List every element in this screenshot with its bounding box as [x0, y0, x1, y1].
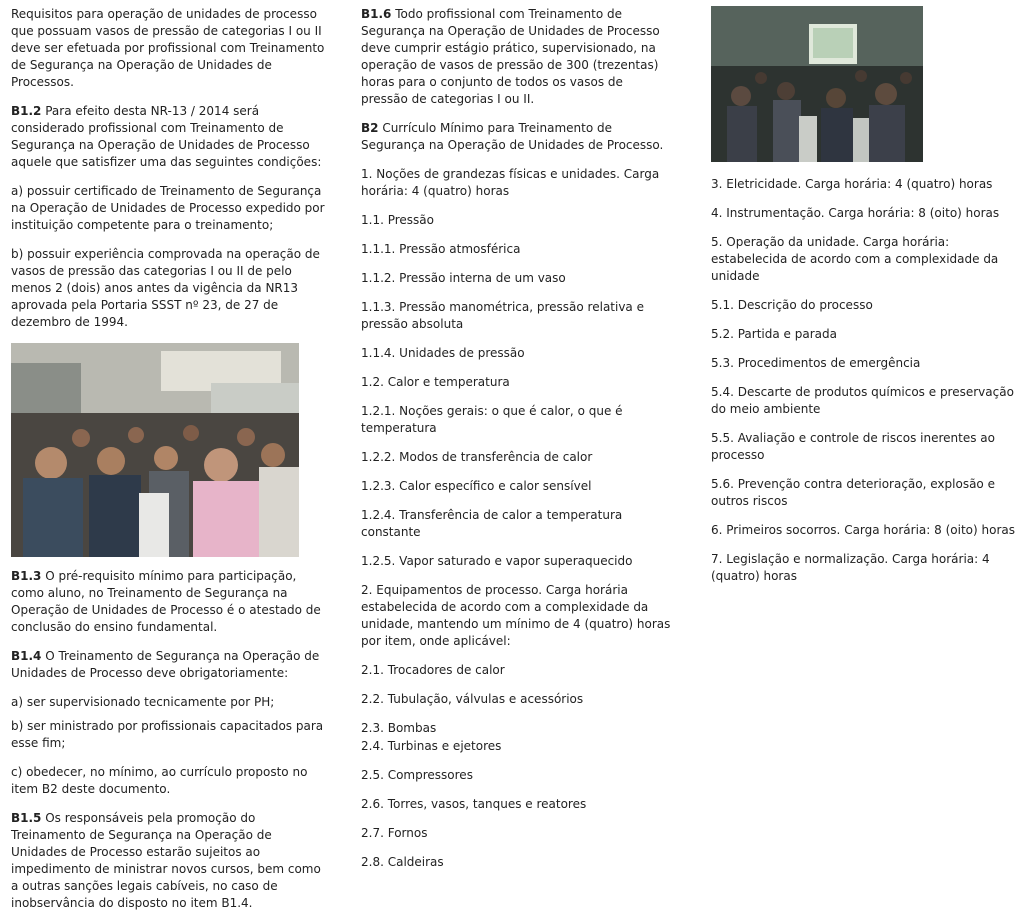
requirement-c: c) obedecer, no mínimo, ao currículo proposto no item B2 deste documento.	[11, 765, 308, 796]
curriculum-item: 5. Operação da unidade. Carga horária: estabelecida de acordo com a complexidade da unidade	[711, 235, 999, 283]
curriculum-item: 2.7. Fornos	[361, 826, 428, 840]
curriculum-item: 2.4. Turbinas e ejetores	[361, 739, 502, 753]
b14-text: O Treinamento de Segurança na Operação de Unidades de Processo deve obrigatoriamente:	[11, 649, 320, 680]
curriculum-item: 5.3. Procedimentos de emergência	[711, 356, 921, 370]
intro-paragraph: Requisitos para operação de unidades de processo que possuam vasos de pressão de categorias I ou II deve ser efetuada por profissional com Treinamento de Segurança na Operação de Unidades de Processos.	[11, 7, 325, 89]
b12-paragraph	[11, 103, 325, 171]
b12-text: Para efeito desta NR-13 / 2014 será considerado profissional com Treinamento de Segurança na Operação de Unidades de Processo aquele que satisfizer uma das seguintes condições:	[11, 104, 322, 169]
curriculum-item: 4. Instrumentação. Carga horária: 8 (oito) horas	[711, 206, 1000, 220]
b14-label: B1.4	[11, 649, 42, 663]
curriculum-item: 2.6. Torres, vasos, tanques e reatores	[361, 797, 587, 811]
curriculum-item: 2.3. Bombas	[361, 721, 437, 735]
curriculum-item: 1.2.5. Vapor saturado e vapor superaquecido	[361, 554, 633, 568]
column-1	[11, 6, 325, 924]
curriculum-item: 6. Primeiros socorros. Carga horária: 8 (oito) horas	[711, 523, 1015, 537]
classroom-presentation-photo	[711, 6, 923, 162]
b13-text: O pré-requisito mínimo para participação, como aluno, no Treinamento de Segurança na Operação de Unidades de Processo é o atestado de conclusão do ensino fundamental.	[11, 569, 321, 634]
curriculum-item: 5.5. Avaliação e controle de riscos inerentes ao processo	[711, 431, 995, 462]
curriculum-item: 5.6. Prevenção contra deterioração, explosão e outros riscos	[711, 477, 995, 508]
curriculum-item: 1.2.2. Modos de transferência de calor	[361, 450, 593, 464]
b2-paragraph	[361, 120, 671, 154]
curriculum-item: 1.1.3. Pressão manométrica, pressão relativa e pressão absoluta	[361, 300, 644, 331]
curriculum-item: 5.4. Descarte de produtos químicos e preservação do meio ambiente	[711, 385, 1014, 416]
curriculum-item: 2.5. Compressores	[361, 768, 473, 782]
curriculum-item: 3. Eletricidade. Carga horária: 4 (quatro) horas	[711, 177, 993, 191]
curriculum-item: 5.1. Descrição do processo	[711, 298, 873, 312]
curriculum-item: 1. Noções de grandezas físicas e unidades. Carga horária: 4 (quatro) horas	[361, 167, 660, 198]
curriculum-item: 1.2.4. Transferência de calor a temperatura constante	[361, 508, 623, 539]
b12-label: B1.2	[11, 104, 42, 118]
b13-label: B1.3	[11, 569, 42, 583]
curriculum-item: 2.8. Caldeiras	[361, 855, 444, 869]
column-3	[711, 6, 1027, 597]
curriculum-item: 5.2. Partida e parada	[711, 327, 837, 341]
b2-label: B2	[361, 121, 379, 135]
condition-a: a) possuir certificado de Treinamento de Segurança na Operação de Unidades de Processo expedido por instituição competente para o treinamento;	[11, 184, 325, 232]
curriculum-item: 1.1. Pressão	[361, 213, 434, 227]
requirement-a: a) ser supervisionado tecnicamente por PH;	[11, 695, 275, 709]
curriculum-item: 2.2. Tubulação, válvulas e acessórios	[361, 692, 584, 706]
b16-text: Todo profissional com Treinamento de Segurança na Operação de Unidades de Processo deve cumprir estágio prático, supervisionado, na operação de vasos de pressão de 300 (trezentas) horas para o conjunto de todos os vasos de pressão de categorias I ou II.	[361, 7, 660, 106]
b16-label: B1.6	[361, 7, 392, 21]
column-2	[361, 6, 671, 883]
curriculum-item: 1.2.1. Noções gerais: o que é calor, o que é temperatura	[361, 404, 623, 435]
b14-paragraph	[11, 648, 325, 682]
curriculum-item: 1.1.1. Pressão atmosférica	[361, 242, 521, 256]
curriculum-item: 1.1.2. Pressão interna de um vaso	[361, 271, 566, 285]
curriculum-item: 2.1. Trocadores de calor	[361, 663, 505, 677]
curriculum-item: 2. Equipamentos de processo. Carga horária estabelecida de acordo com a complexidade da unidade, mantendo um mínimo de 4 (quatro) horas por item, onde aplicável:	[361, 583, 671, 648]
b15-paragraph	[11, 810, 325, 912]
b16-paragraph	[361, 6, 671, 108]
curriculum-item: 1.2. Calor e temperatura	[361, 375, 510, 389]
training-audience-photo	[11, 343, 299, 557]
b2-text: Currículo Mínimo para Treinamento de Segurança na Operação de Unidades de Processo.	[361, 121, 664, 152]
curriculum-item: 1.1.4. Unidades de pressão	[361, 346, 525, 360]
requirement-b: b) ser ministrado por profissionais capacitados para esse fim;	[11, 719, 324, 750]
curriculum-item: 7. Legislação e normalização. Carga horária: 4 (quatro) horas	[711, 552, 990, 583]
b15-label: B1.5	[11, 811, 42, 825]
condition-b: b) possuir experiência comprovada na operação de vasos de pressão das categorias I ou II de pelo menos 2 (dois) anos antes da vigência da NR13 aprovada pela Portaria SSST nº 23, de 27 de dezembro de 1994.	[11, 247, 320, 329]
b15-text: Os responsáveis pela promoção do Treinamento de Segurança na Operação de Unidades de Processo estarão sujeitos ao impedimento de ministrar novos cursos, bem como a outras sanções legais cabíveis, no caso de inobservância do disposto no item B1.4.	[11, 811, 321, 910]
b13-paragraph	[11, 568, 325, 636]
curriculum-item: 1.2.3. Calor específico e calor sensível	[361, 479, 592, 493]
